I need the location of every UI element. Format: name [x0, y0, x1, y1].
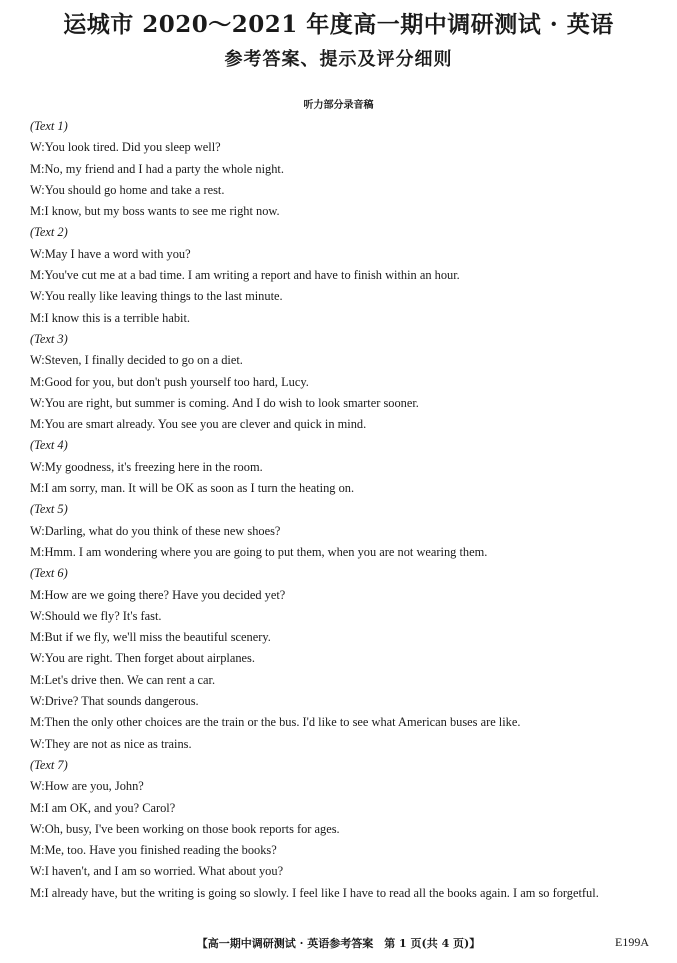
speaker-label: M: [30, 268, 45, 283]
text-label: (Text 1) [30, 119, 68, 133]
dialog-line [30, 691, 655, 712]
dialog-text: I haven't, and I am so worried. What about you? [44, 864, 284, 879]
dialog-line [30, 819, 655, 840]
dialog-text: But if we fly, we'll miss the beautiful scenery. [44, 630, 271, 645]
text-label: (Text 5) [30, 502, 68, 517]
speaker-label: W: [30, 182, 45, 197]
dialog-text: I know, but my boss wants to see me right now. [44, 204, 280, 219]
dialog-line [30, 201, 655, 222]
dialog-line [30, 840, 655, 861]
document-subtitle: 参考答案、提示及评分细则 [224, 49, 453, 70]
dialog-line [30, 457, 655, 478]
dialog-text: Hmm. I am wondering where you are going to put them, when you are not wearing them. [44, 544, 488, 559]
dialog-text: How are we going there? Have you decided yet? [44, 587, 286, 602]
speaker-label: W: [30, 821, 45, 836]
speaker-label: W: [30, 736, 45, 751]
dialog-text: Drive? That sounds dangerous. [44, 694, 199, 709]
dialog-text: May I have a word with you? [44, 246, 191, 261]
dialog-text: They are not as nice as trains. [44, 736, 192, 751]
dialog-text: You've cut me at a bad time. I am writing a report and have to finish within an hour. [44, 268, 460, 283]
text-label: (Text 3) [30, 331, 68, 346]
dialog-line [30, 883, 655, 904]
dialog-line [30, 861, 655, 882]
footer-code: E199A [615, 935, 649, 949]
dialog-text: I am OK, and you? Carol? [44, 800, 176, 815]
dialog-line [30, 244, 655, 265]
speaker-label: W: [30, 140, 45, 155]
document-title: 运城市 2020～2021 年度高一期中调研测试 · 英语 [63, 11, 614, 38]
dialog-line [30, 585, 655, 606]
dialog-line [30, 521, 655, 542]
dialog-text: Let's drive then. We can rent a car. [44, 672, 216, 687]
dialog-line [30, 734, 655, 755]
speaker-label: M: [30, 204, 45, 219]
dialog-text: You should go home and take a rest. [44, 182, 225, 197]
speaker-label: M: [30, 587, 45, 602]
dialog-line [30, 159, 655, 180]
speaker-label: M: [30, 800, 45, 815]
text-label: (Text 4) [30, 438, 68, 453]
dialog-text: Darling, what do you think of these new shoes? [44, 523, 281, 538]
speaker-label: M: [30, 630, 45, 645]
dialog-line [30, 670, 655, 691]
section-heading: 听力部分录音稿 [303, 100, 374, 111]
speaker-label: M: [30, 885, 45, 900]
dialog-line [30, 350, 655, 371]
dialog-line [30, 798, 655, 819]
speaker-label: W: [30, 864, 45, 879]
speaker-label: W: [30, 395, 45, 410]
dialog-line [30, 308, 655, 329]
speaker-label: M: [30, 672, 45, 687]
speaker-label: W: [30, 289, 45, 304]
text-label: (Text 6) [30, 566, 68, 581]
dialog-line [30, 648, 655, 669]
dialog-text: Then the only other choices are the train or the bus. I'd like to see what American buses are like. [44, 715, 521, 730]
dialog-line [30, 542, 655, 563]
dialog-line [30, 712, 655, 733]
dialog-line [30, 478, 655, 499]
speaker-label: W: [30, 353, 45, 368]
dialog-line [30, 776, 655, 797]
dialog-text: How are you, John? [44, 779, 144, 794]
dialog-text: I am sorry, man. It will be OK as soon as I turn the heating on. [44, 481, 355, 496]
dialog-line [30, 372, 655, 393]
dialog-text: You are right, but summer is coming. And I do wish to look smarter sooner. [44, 395, 419, 410]
dialog-text: Should we fly? It's fast. [44, 608, 162, 623]
speaker-label: W: [30, 523, 45, 538]
text-label: (Text 7) [30, 757, 68, 772]
speaker-label: W: [30, 694, 45, 709]
speaker-label: M: [30, 843, 45, 858]
speaker-label: M: [30, 310, 45, 325]
speaker-label: W: [30, 608, 45, 623]
speaker-label: W: [30, 246, 45, 261]
text-label: (Text 2) [30, 225, 68, 240]
dialog-line [30, 414, 655, 435]
dialog-line [30, 286, 655, 307]
dialog-text: No, my friend and I had a party the whole night. [44, 161, 284, 176]
dialog-text: Good for you, but don't push yourself too hard, Lucy. [44, 374, 309, 389]
dialog-line [30, 393, 655, 414]
dialog-line [30, 627, 655, 648]
dialog-text: You are smart already. You see you are clever and quick in mind. [44, 417, 367, 432]
dialog-text: I already have, but the writing is going so slowly. I feel like I have to read all the books again. I am so forgetful. [44, 885, 599, 900]
speaker-label: M: [30, 417, 45, 432]
speaker-label: M: [30, 544, 45, 559]
dialog-line [30, 180, 655, 201]
dialog-text: Oh, busy, I've been working on those book reports for ages. [44, 821, 340, 836]
dialog-text: Me, too. Have you finished reading the books? [44, 843, 277, 858]
speaker-label: M: [30, 715, 45, 730]
speaker-label: W: [30, 779, 45, 794]
dialog-text: You look tired. Did you sleep well? [44, 140, 221, 155]
dialog-text: You are right. Then forget about airplanes. [44, 651, 255, 666]
speaker-label: M: [30, 481, 45, 496]
dialog-text: My goodness, it's freezing here in the room. [44, 459, 263, 474]
dialog-line [30, 137, 655, 158]
transcript [30, 116, 655, 904]
speaker-label: W: [30, 459, 45, 474]
footer-page-info: 【高一期中调研测试 · 英语参考答案 第 1 页(共 4 页)】 [196, 937, 481, 950]
dialog-text: Steven, I finally decided to go on a diet. [44, 353, 243, 368]
speaker-label: W: [30, 651, 45, 666]
speaker-label: M: [30, 374, 45, 389]
dialog-line [30, 606, 655, 627]
dialog-line [30, 265, 655, 286]
speaker-label: M: [30, 161, 45, 176]
dialog-text: You really like leaving things to the last minute. [44, 289, 283, 304]
dialog-text: I know this is a terrible habit. [44, 310, 191, 325]
